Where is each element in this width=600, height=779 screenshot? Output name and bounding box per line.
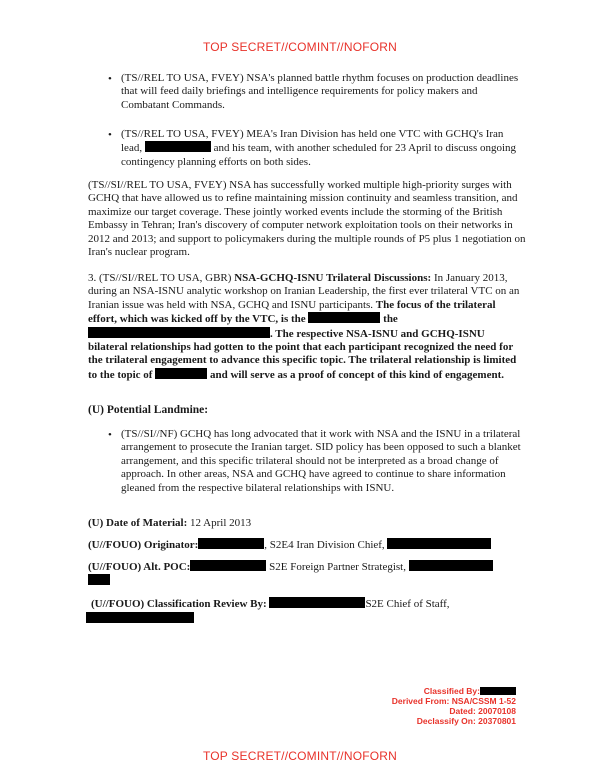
paragraph-trilateral	[88, 272, 526, 382]
redaction-bar	[308, 312, 380, 323]
date-label: (U) Date of Material:	[88, 517, 188, 529]
bullet-battle-rhythm: (TS//REL TO USA, FVEY) NSA's planned battle rhythm focuses on production deadlines that will feed daily briefings and intelligence requirements for policy makers and Combatant Commands.	[121, 72, 519, 111]
classification-authority-block	[392, 686, 516, 726]
alt-poc-label: (U//FOUO) Alt. POC:	[88, 561, 191, 573]
redaction-bar	[409, 560, 493, 571]
redaction-bar	[480, 687, 516, 695]
bullet-icon: •	[108, 429, 112, 441]
alt-poc-role: S2E Foreign Partner Strategist,	[269, 561, 406, 573]
paragraph-title: NSA-GCHQ-ISNU Trilateral Discussions:	[234, 272, 432, 284]
paragraph-classification: (TS//SI//REL TO USA, GBR)	[99, 272, 232, 284]
paragraph-surges: (TS//SI//REL TO USA, FVEY) NSA has successfully worked multiple high-priority surges with GCHQ that have allowed us to refine maintaining mission continuity and seamless transition, and maximize our target coverage. These jointly worked events include the storming of the British Embassy in Tehran; Iran's discovery of computer network exploitation tools on their networks in 2012 and 2013; and support to policymakers during the multiple rounds of P5 plus 1 negotiation on Iran's nuclear program.	[88, 179, 526, 259]
redaction-bar	[269, 597, 365, 608]
paragraph-bold-text: and will serve as a proof of concept of this kind of engagement.	[209, 368, 505, 381]
paragraph-text: In January 2013, during an NSA-ISNU analytic workshop on Iranian Leadership, the first ever trilateral VTC on an Iranian issue was held with NSA, GCHQ and ISNU participants.	[88, 272, 520, 311]
bullet-icon: •	[108, 73, 112, 85]
redaction-bar	[86, 612, 194, 623]
classification-review-label: (U//FOUO) Classification Review By:	[91, 598, 267, 610]
paragraph-bold-text: the	[383, 313, 398, 326]
classified-by-label: Classified By:	[423, 686, 480, 696]
redaction-bar	[198, 538, 264, 549]
originator-role: , S2E4 Iran Division Chief,	[264, 539, 385, 551]
landmine-heading: (U) Potential Landmine:	[88, 404, 209, 416]
date-value: 12 April 2013	[190, 517, 252, 529]
derived-from-line: Derived From: NSA/CSSM 1-52	[391, 696, 516, 706]
date-of-material	[88, 517, 251, 529]
bullet-landmine: (TS//SI//NF) GCHQ has long advocated that it work with NSA and the ISNU in a trilateral arrangement to prosecute the Iranian target. SID policy has been opposed to such a blanket arrangement, and this specific trilateral should not be interpreted as a broad change of approach. In other areas, NSA and GCHQ have agreed to continue to share information gleaned from the respective bilateral relationships with ISNU.	[121, 428, 521, 494]
redaction-bar	[387, 538, 491, 549]
redaction-bar	[145, 141, 211, 152]
classification-banner-top: TOP SECRET//COMINT//NOFORN	[202, 40, 398, 54]
bullet-icon: •	[108, 129, 112, 141]
redaction-bar	[190, 560, 266, 571]
alt-poc-line	[88, 560, 493, 573]
declassify-on-line: Declassify On: 20370801	[416, 716, 516, 726]
dated-line: Dated: 20070108	[449, 706, 516, 716]
paragraph-number: 3.	[88, 272, 97, 284]
bullet-text-part: and his team, with another scheduled for 23 April to discuss ongoing contingency planning efforts on both sides.	[121, 142, 517, 168]
redaction-bar	[155, 368, 207, 379]
paragraph-bold-text: The focus of the trilateral effort, which was kicked off by the VTC, is the	[88, 298, 496, 326]
classification-banner-bottom: TOP SECRET//COMINT//NOFORN	[202, 749, 398, 763]
redaction-bar	[88, 327, 270, 338]
originator-label: (U//FOUO) Originator:	[88, 539, 199, 551]
paragraph-bold-text: . The respective NSA-ISNU and GCHQ-ISNU bilateral relationships had gotten to the point that each participant recognized the need for the trilateral engagement to advance this specific topic. The trilateral relationship is limited to the topic of	[88, 327, 517, 381]
classification-review-role: S2E Chief of Staff,	[365, 598, 450, 610]
redaction-bar	[88, 574, 110, 585]
originator-line	[88, 538, 491, 551]
classified-by-line	[392, 686, 516, 696]
bullet-iran-division	[121, 128, 526, 169]
bullet-text-part: (TS//REL TO USA, FVEY) MEA's Iran Division has held one VTC with GCHQ's Iran lead,	[121, 128, 504, 155]
classification-review-line	[91, 597, 450, 610]
